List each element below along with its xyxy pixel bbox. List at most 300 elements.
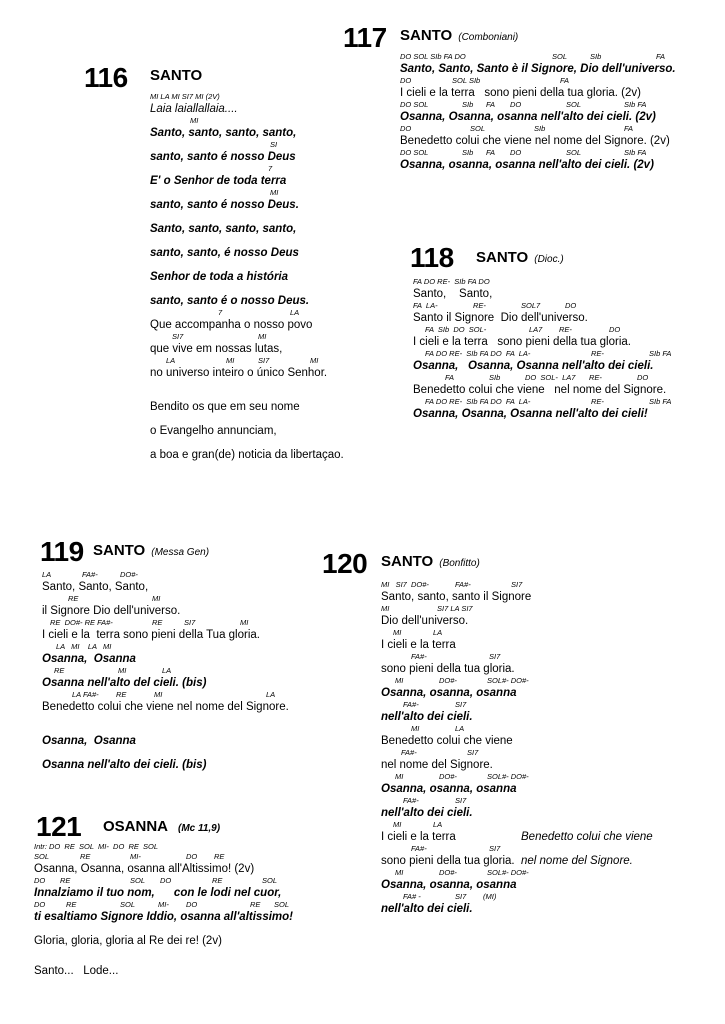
chord-row [413, 397, 718, 407]
chord: DO#- [120, 570, 138, 579]
song-line [381, 820, 681, 844]
lyric-line: nell'alto dei cieli. [381, 807, 473, 819]
chord-row [381, 724, 681, 734]
lyric-line: Santo, santo, santo, santo, [150, 223, 297, 235]
chord-row [381, 772, 681, 782]
chord: FA [486, 100, 496, 109]
chord: FA DO RE- SIb FA DO FA LA- [425, 349, 531, 358]
chord: RE [68, 594, 79, 603]
chord: SI7 [184, 618, 196, 627]
song-line [34, 852, 324, 876]
chord-row [42, 618, 317, 628]
song-line [413, 349, 718, 373]
chord: DO SOL [400, 148, 429, 157]
chord: FA#- [455, 580, 471, 589]
chord: FA SIb DO SOL- [425, 325, 487, 334]
song-line [400, 76, 720, 100]
chord-row [400, 148, 720, 158]
chord: DO#- [439, 772, 457, 781]
chord: MI [393, 820, 402, 829]
lyric-line: I cieli e la terra [381, 831, 456, 843]
chord: RE [54, 666, 65, 675]
song-line [150, 260, 365, 284]
song-line [400, 148, 720, 172]
lyric-line: Osanna, osanna, osanna nell'alto dei cieli. (2v) [400, 159, 654, 171]
chord-row [150, 260, 365, 270]
chord: LA [433, 628, 443, 637]
song-number: 116 [84, 62, 128, 93]
chord: SI7 [489, 844, 501, 853]
chord: FA#- [82, 570, 98, 579]
song-line [42, 724, 317, 748]
song-line [413, 325, 718, 349]
chord: DO [565, 301, 577, 310]
chord: 7 [268, 164, 273, 173]
song-line [381, 772, 681, 796]
lyric-line: nell'alto dei cieli. [381, 711, 473, 723]
chord: SIb FA [624, 100, 647, 109]
song-body [400, 52, 720, 172]
chord-row [150, 414, 365, 424]
chord: MI SI7 DO#- [381, 580, 429, 589]
chord: SIb FA [624, 148, 647, 157]
side-lyric: nel nome del Signore. [521, 855, 633, 867]
chord: SI7 [258, 356, 270, 365]
chord-row [42, 642, 317, 652]
chord-row [381, 892, 681, 902]
lyric-line: o Evangelho annunciam, [150, 425, 277, 437]
song-number: 119 [40, 536, 84, 567]
chord-row [42, 724, 317, 734]
chord: DO SOL SIb FA DO [400, 52, 466, 61]
chord: LA [42, 570, 52, 579]
lyric-line: Que accompanha o nosso povo [150, 319, 313, 331]
chord: SI7 [511, 580, 523, 589]
chord: SOL [552, 52, 568, 61]
lyric-line: sono pieni della tua gloria. [381, 663, 515, 675]
song-title: OSANNA (Mc 11,9) [103, 818, 221, 835]
chord: RE [214, 852, 225, 861]
chord: SOL7 [521, 301, 541, 310]
chord: RE [250, 900, 261, 909]
lyric-line: ti esaltiamo Signore Iddio, osanna all'altissimo! [34, 911, 293, 923]
chord-row [381, 868, 681, 878]
lyric-line: sono pieni della tua gloria. [381, 855, 515, 867]
chord-row [381, 628, 681, 638]
chord: DO [186, 900, 198, 909]
song-line [381, 676, 681, 700]
chord: DO SOL- LA7 [525, 373, 576, 382]
song-line [413, 397, 718, 421]
song-line [150, 92, 365, 116]
song-line [34, 900, 324, 924]
chord-row [381, 580, 681, 590]
song-line [34, 842, 324, 852]
chord-row [413, 301, 718, 311]
chord-row [413, 349, 718, 359]
lyric-line: il Signore Dio dell'universo. [42, 605, 181, 617]
lyric-line: Osanna, Osanna, osanna all'Altissimo! (2v) [34, 863, 255, 875]
chord-row [413, 325, 718, 335]
chord: SI7 [467, 748, 479, 757]
chord-row [34, 924, 324, 934]
chord-row [150, 356, 365, 366]
lyric-line: Benedetto colui che viene nel nome del Signore. (2v) [400, 135, 670, 147]
song-title: SANTO (Bonfitto) [381, 553, 480, 570]
chord: RE- [591, 349, 604, 358]
chord-row [381, 796, 681, 806]
chord: SIb [489, 373, 501, 382]
lyric-line: nel nome del Signore. [381, 759, 493, 771]
chord: RE- [473, 301, 486, 310]
lyric-line: Santo... Lode... [34, 965, 119, 977]
lyric-line: Osanna, Osanna [42, 735, 136, 747]
lyric-line: Santo, Santo, [413, 288, 493, 300]
song-line [42, 594, 317, 618]
chord: FA LA- [413, 301, 438, 310]
lyric-line: que vive em nossas lutas, [150, 343, 283, 355]
chord: SI [270, 140, 278, 149]
chord: FA#- [411, 652, 427, 661]
chord: MI LA MI SI7 MI (2V) [150, 92, 220, 101]
chord: MI [154, 690, 163, 699]
song-subtitle: (Messa Gen) [151, 547, 210, 558]
song-line [413, 277, 718, 301]
song-line [381, 604, 681, 628]
lyric-line: E' o Senhor de toda terra [150, 175, 287, 187]
song-line [150, 356, 365, 380]
song-line [400, 100, 720, 124]
chord-row [150, 188, 365, 198]
lyric-line: Osanna, Osanna [42, 653, 136, 665]
chord: MI [395, 772, 404, 781]
chord-row [34, 852, 324, 862]
song-body [34, 842, 324, 978]
chord: SIb FA [649, 349, 672, 358]
chord: FA [624, 124, 634, 133]
chord-row [150, 332, 365, 342]
chord: SOL#- DO#- [487, 676, 529, 685]
lyric-line: I cieli e la terra [381, 639, 456, 651]
lyric-line: Benedetto colui che viene nel nome del Signore. [42, 701, 289, 713]
chord: SOL [566, 100, 582, 109]
song-title: SANTO [150, 67, 203, 84]
song-line [150, 284, 365, 308]
chord: SI7 [489, 652, 501, 661]
chord: SOL [262, 876, 278, 885]
song-line [150, 438, 365, 462]
lyric-line: I cieli e la terra sono pieni della tua gloria. [413, 336, 631, 348]
chord: FA DO RE- SIb FA DO FA LA- [425, 397, 531, 406]
chord-row [150, 92, 365, 102]
lyric-line: Dio dell'universo. [381, 615, 469, 627]
chord: FA#- [403, 796, 419, 805]
chord: LA [162, 666, 172, 675]
song-line [400, 52, 720, 76]
song-line [150, 332, 365, 356]
lyric-line: santo, santo, é nosso Deus [150, 247, 299, 259]
chord: RE [116, 690, 127, 699]
chord-row [150, 390, 365, 400]
chord: FA#- [403, 700, 419, 709]
chord: DO [400, 124, 412, 133]
lyric-line: Santo il Signore Dio dell'universo. [413, 312, 588, 324]
song-line [34, 876, 324, 900]
chord-row [34, 876, 324, 886]
song-line [381, 748, 681, 772]
lyric-line: Santo, Santo, Santo, [42, 581, 149, 593]
song-line [150, 390, 365, 414]
song-line [381, 868, 681, 892]
song-line [413, 373, 718, 397]
chord-row [150, 308, 365, 318]
lyric-line: Santo, santo, santo, santo, [150, 127, 297, 139]
chord: RE [212, 876, 223, 885]
chord: SI7 LA SI7 [437, 604, 473, 613]
chord: MI [226, 356, 235, 365]
lyric-line: Osanna, Osanna, Osanna nell'alto dei cieli! [413, 408, 648, 420]
chord: FA [656, 52, 666, 61]
song-line [381, 652, 681, 676]
chord-row [150, 438, 365, 448]
chord-row [381, 604, 681, 614]
song-number: 117 [343, 22, 387, 53]
chord: SOL SIb [452, 76, 481, 85]
chord: DO [510, 100, 522, 109]
lyric-line: Osanna, osanna, osanna [381, 783, 517, 795]
lyric-line: I cieli e la terra sono pieni della Tua gloria. [42, 629, 260, 641]
lyric-line: Benedetto colui che viene nel nome del Signore. [413, 384, 667, 396]
song-line [42, 618, 317, 642]
lyric-line: Santo, santo, santo il Signore [381, 591, 532, 603]
chord: DO#- [439, 868, 457, 877]
chord-row [34, 842, 324, 852]
song-line [381, 892, 681, 916]
lyric-line: Osanna, Osanna, Osanna nell'alto dei cieli. [413, 360, 654, 372]
chord-row [381, 652, 681, 662]
chord: SOL [566, 148, 582, 157]
lyric-line: no universo inteiro o único Senhor. [150, 367, 328, 379]
chord-row [42, 748, 317, 758]
chord: MI [118, 666, 127, 675]
chord: SOL [470, 124, 486, 133]
lyric-line: Bendito os que em seu nome [150, 401, 300, 413]
song-body [150, 92, 365, 462]
lyric-line: Innalziamo il tuo nom, con le lodi nel cuor, [34, 887, 282, 899]
chord-row [150, 140, 365, 150]
song-line [381, 796, 681, 820]
lyric-line: Osanna nell'alto dei cieli. (bis) [42, 759, 207, 771]
chord: RE [80, 852, 91, 861]
chord-row [381, 700, 681, 710]
chord: DO [400, 76, 412, 85]
lyric-line: Osanna nell'alto del cieli. (bis) [42, 677, 207, 689]
chord: SIb [462, 100, 474, 109]
song-body [413, 277, 718, 421]
chord: MI [240, 618, 249, 627]
chord-row [150, 236, 365, 246]
chord: Intr: DO RE SOL MI- DO RE SOL [34, 842, 159, 851]
chord: RE [66, 900, 77, 909]
chord: SI7 [455, 892, 467, 901]
song-line [42, 666, 317, 690]
lyric-line: Santo, Santo, Santo è il Signore, Dio dell'universo. [400, 63, 676, 75]
chord: SIb FA [649, 397, 672, 406]
song-line [150, 236, 365, 260]
chord: DO SOL [400, 100, 429, 109]
song-title: SANTO (Comboniani) [400, 27, 519, 44]
song-line [150, 188, 365, 212]
chord: FA#- [411, 844, 427, 853]
chord: LA [266, 690, 276, 699]
chord: FA [445, 373, 455, 382]
chord: SOL [120, 900, 136, 909]
chord: FA# - [403, 892, 421, 901]
chord: LA [290, 308, 300, 317]
chord: DO [637, 373, 649, 382]
chord: MI [190, 116, 199, 125]
chord-row [413, 373, 718, 383]
chord-row [42, 594, 317, 604]
chord: MI- [130, 852, 141, 861]
chord: FA [486, 148, 496, 157]
lyric-line: Laia laiallallaia.... [150, 103, 238, 115]
lyric-line: Osanna, osanna, osanna [381, 879, 517, 891]
song-line [150, 140, 365, 164]
lyric-line: santo, santo é nosso Deus [150, 151, 296, 163]
chord-row [150, 164, 365, 174]
chord: RE DO#- RE FA#- [50, 618, 113, 627]
chord-row [34, 900, 324, 910]
song-line [150, 414, 365, 438]
chord-row [42, 666, 317, 676]
chord-row [150, 116, 365, 126]
song-line [150, 116, 365, 140]
song-line [381, 628, 681, 652]
chord: MI [393, 628, 402, 637]
chord: SOL#- DO#- [487, 772, 529, 781]
chord-row [381, 676, 681, 686]
side-lyric: Benedetto colui che viene [521, 831, 653, 843]
song-line [150, 308, 365, 332]
chord: RE- [591, 397, 604, 406]
chord-row [42, 570, 317, 580]
song-line [381, 700, 681, 724]
chord: DO [609, 325, 621, 334]
chord: DO [186, 852, 198, 861]
chord: MI- [158, 900, 169, 909]
chord: LA FA#- [72, 690, 99, 699]
song-body [381, 580, 681, 916]
song-body [42, 570, 317, 772]
chord-row [381, 748, 681, 758]
lyric-line: a boa e gran(de) noticia da libertaçao. [150, 449, 344, 461]
chord: MI [152, 594, 161, 603]
song-subtitle: (Bonfitto) [439, 558, 480, 569]
song-line [150, 164, 365, 188]
chord: LA [455, 724, 465, 733]
chord: SOL#- DO#- [487, 868, 529, 877]
chord: (MI) [483, 892, 497, 901]
chord: RE [60, 876, 71, 885]
chord: LA [433, 820, 443, 829]
chord-row [413, 277, 718, 287]
chord-row [42, 690, 317, 700]
chord: MI [395, 868, 404, 877]
chord: SI7 [455, 796, 467, 805]
chord: RE [152, 618, 163, 627]
chord: LA MI LA MI [56, 642, 112, 651]
song-subtitle: (Comboniani) [458, 32, 519, 43]
song-subtitle: (Mc 11,9) [178, 823, 221, 834]
song-line [42, 690, 317, 714]
chord: MI [310, 356, 319, 365]
chord: SI7 [172, 332, 184, 341]
chord: SOL [34, 852, 50, 861]
song-line [413, 301, 718, 325]
chord: MI [395, 676, 404, 685]
chord: MI [270, 188, 279, 197]
stanza-gap [42, 714, 317, 724]
chord: DO [160, 876, 172, 885]
lyric-line: santo, santo é nosso Deus. [150, 199, 299, 211]
chord: FA DO RE- SIb FA DO [413, 277, 490, 286]
lyric-line: santo, santo é o nosso Deus. [150, 295, 310, 307]
song-number: 118 [410, 242, 454, 273]
chord: DO [510, 148, 522, 157]
chord-row [381, 844, 681, 854]
chord: MI [411, 724, 420, 733]
chord: SIb [534, 124, 546, 133]
chord: DO [34, 900, 46, 909]
lyric-line: Osanna, Osanna, osanna nell'alto dei cieli. (2v) [400, 111, 656, 123]
chord: MI [381, 604, 390, 613]
chord-row [381, 820, 681, 830]
song-line [42, 748, 317, 772]
chord-row [400, 76, 720, 86]
chord: RE- [589, 373, 602, 382]
song-subtitle: (Dioc.) [534, 254, 564, 265]
chord-row [34, 954, 324, 964]
song-number: 120 [322, 548, 368, 579]
lyric-line: Osanna, osanna, osanna [381, 687, 517, 699]
chord: SOL [274, 900, 290, 909]
lyric-line: Benedetto colui che viene [381, 735, 513, 747]
chord: SIb [590, 52, 602, 61]
chord: SIb [462, 148, 474, 157]
chord: FA#- [401, 748, 417, 757]
song-line [400, 124, 720, 148]
song-title: SANTO (Messa Gen) [93, 542, 210, 559]
chord: FA [560, 76, 570, 85]
song-title: SANTO (Dioc.) [476, 249, 564, 266]
chord: DO [34, 876, 46, 885]
lyric-line: Gloria, gloria, gloria al Re dei re! (2v) [34, 935, 222, 947]
chord-row [400, 100, 720, 110]
chord: LA [166, 356, 176, 365]
chord: 7 [218, 308, 223, 317]
chord: SOL [130, 876, 146, 885]
song-line [42, 570, 317, 594]
song-line [34, 954, 324, 978]
chord-row [400, 52, 720, 62]
chord-row [150, 212, 365, 222]
song-line [381, 844, 681, 868]
chord: LA7 [529, 325, 543, 334]
song-line [150, 212, 365, 236]
chord: MI [258, 332, 267, 341]
song-line [381, 724, 681, 748]
